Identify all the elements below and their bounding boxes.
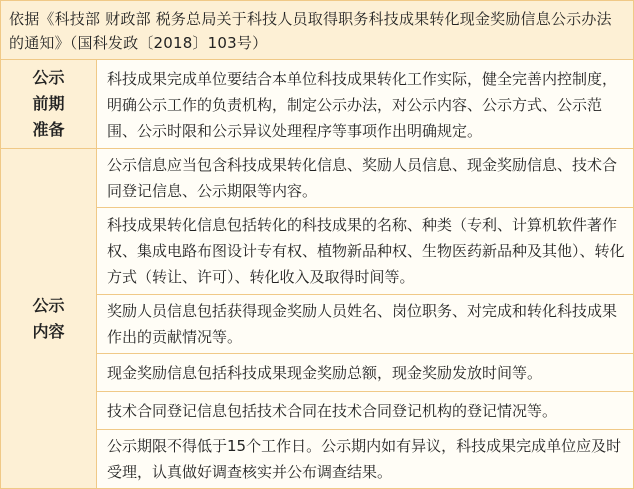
section-label-preparation xyxy=(1,60,97,148)
table-row xyxy=(97,60,633,149)
row-text: 奖励人员信息包括获得现金奖励人员姓名、岗位职务、对完成和转化科技成果作出的贡献情况等。 xyxy=(107,302,618,346)
header-title: 依据《科技部 财政部 税务总局关于科技人员取得职务科技成果转化现金奖励信息公示办法的通知》（国科发政〔2018〕103号） xyxy=(9,10,612,52)
table-row xyxy=(97,354,633,392)
table-row xyxy=(97,430,633,488)
section-label: 公示 内容 xyxy=(32,295,65,341)
table-row xyxy=(97,295,633,354)
table-header xyxy=(1,1,633,60)
row-text: 技术合同登记信息包括技术合同在技术合同登记机构的登记情况等。 xyxy=(107,401,558,420)
section-label-content xyxy=(1,149,97,488)
row-text: 科技成果转化信息包括转化的科技成果的名称、种类（专利、计算机软件著作权、集成电路布图设计专有权、植物新品种权、生物医药新品种及其他）、转化方式（转让、许可）、转化收入及取得时间等。 xyxy=(107,216,625,286)
row-text: 科技成果完成单位要结合本单位科技成果转化工作实际，健全完善内控制度，明确公示工作的负责机构，制定公示办法，对公示内容、公示方式、公示范围、公示时限和公示异议处理程序等事项作出明确规定。 xyxy=(107,70,618,140)
section-label: 公示 前期 准备 xyxy=(32,68,65,139)
table-row xyxy=(97,392,633,430)
table-row xyxy=(97,149,633,208)
row-text: 公示信息应当包含科技成果转化信息、奖励人员信息、现金奖励信息、技术合同登记信息、公示期限等内容。 xyxy=(107,156,618,200)
row-text: 现金奖励信息包括科技成果现金奖励总额，现金奖励发放时间等。 xyxy=(107,363,543,382)
row-text: 公示期限不得低于15个工作日。公示期内如有异议，科技成果完成单位应及时受理，认真做好调查核实并公布调查结果。 xyxy=(107,437,622,481)
table-row xyxy=(97,208,633,295)
